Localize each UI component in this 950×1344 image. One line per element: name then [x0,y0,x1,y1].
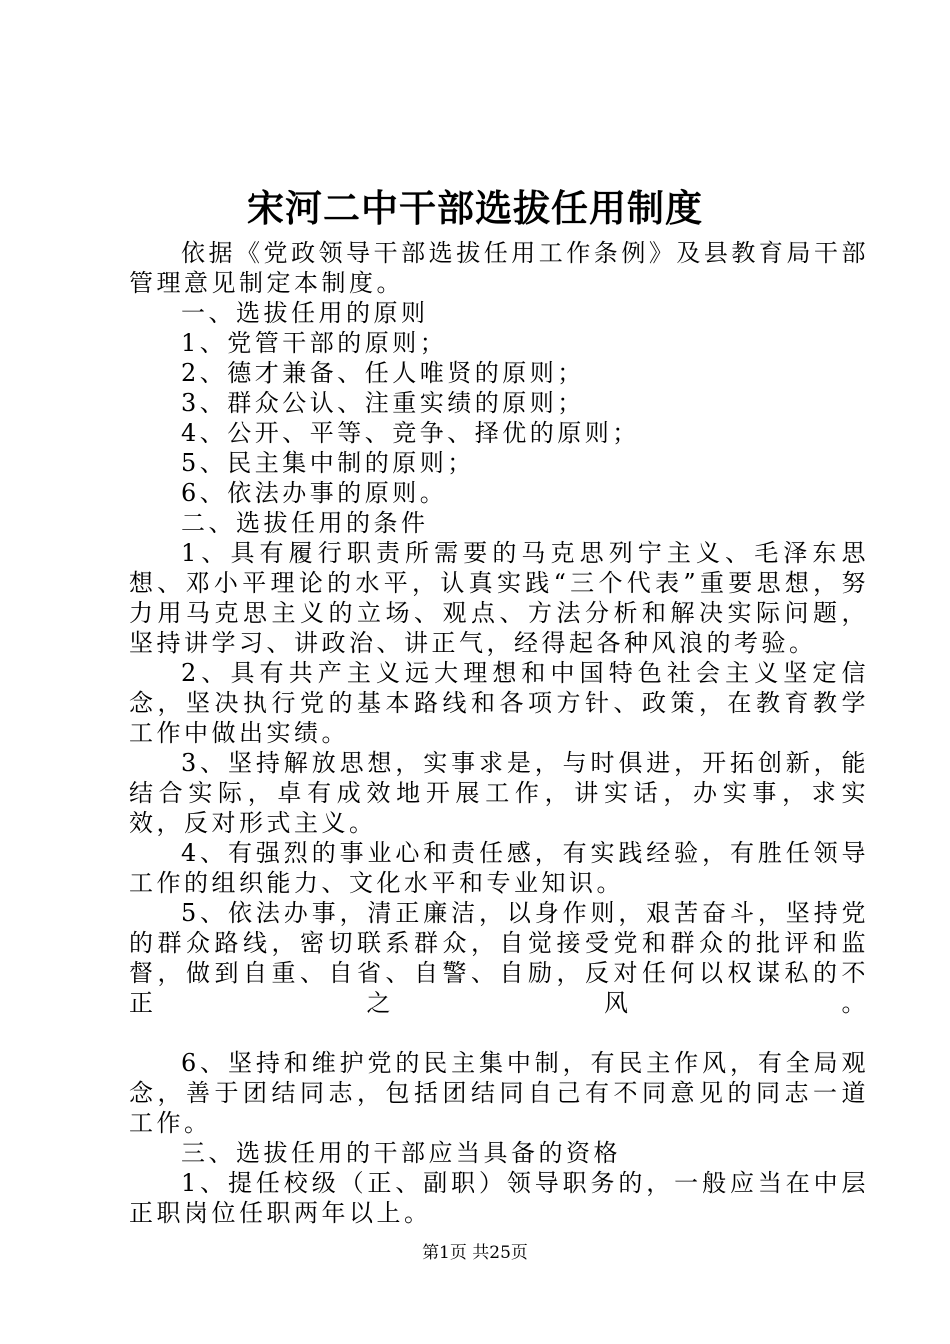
document-body [129,238,869,1228]
principle-item-6: 6、依法办事的原则。 [181,479,448,507]
principle-item-2: 2、德才兼备、任人唯贤的原则； [181,359,585,387]
section-heading-3: 三、选拔任用的干部应当具备的资格 [181,1139,621,1167]
condition-item-5: 5、依法办事，清正廉洁，以身作则，艰苦奋斗，坚持党的群众路线，密切联系群众，自觉接受党和群众的批评和监督，做到自重、自省、自警、自励，反对任何以权谋私的不正之风。 [129,899,869,1017]
condition-item-1: 1、具有履行职责所需要的马克思列宁主义、毛泽东思想、邓小平理论的水平，认真实践“三个代表”重要思想，努力用马克思主义的立场、观点、方法分析和解决实际问题，坚持讲学习、讲政治、讲正气，经得起各种风浪的考验。 [129,539,869,657]
condition-item-3: 3、坚持解放思想，实事求是，与时俱进，开拓创新，能结合实际，卓有成效地开展工作，讲实话，办实事，求实效，反对形式主义。 [129,749,869,837]
condition-item-4: 4、有强烈的事业心和责任感，有实践经验，有胜任领导工作的组织能力、文化水平和专业知识。 [129,839,869,897]
intro-paragraph: 依据《党政领导干部选拔任用工作条例》及县教育局干部管理意见制定本制度。 [129,239,869,297]
principle-item-4: 4、公开、平等、竞争、择优的原则； [181,419,640,447]
section-heading-2: 二、选拔任用的条件 [181,509,429,537]
principle-item-3: 3、群众公认、注重实绩的原则； [181,389,585,417]
condition-item-6: 6、坚持和维护党的民主集中制，有民主作风，有全局观念，善于团结同志，包括团结同自己有不同意见的同志一道工作。 [129,1049,869,1137]
qualification-item-1: 1、提任校级（正、副职）领导职务的，一般应当在中层正职岗位任职两年以上。 [129,1169,869,1227]
page-footer: 第1页 共25页 [422,1243,528,1263]
document-title: 宋河二中干部选拔任用制度 [247,186,703,230]
principle-item-5: 5、民主集中制的原则； [181,449,475,477]
condition-item-2: 2、具有共产主义远大理想和中国特色社会主义坚定信念，坚决执行党的基本路线和各项方针、政策，在教育教学工作中做出实绩。 [129,659,869,747]
paragraph-gap [129,1018,869,1048]
section-heading-1: 一、选拔任用的原则 [181,299,429,327]
principle-item-1: 1、党管干部的原则； [181,329,448,357]
